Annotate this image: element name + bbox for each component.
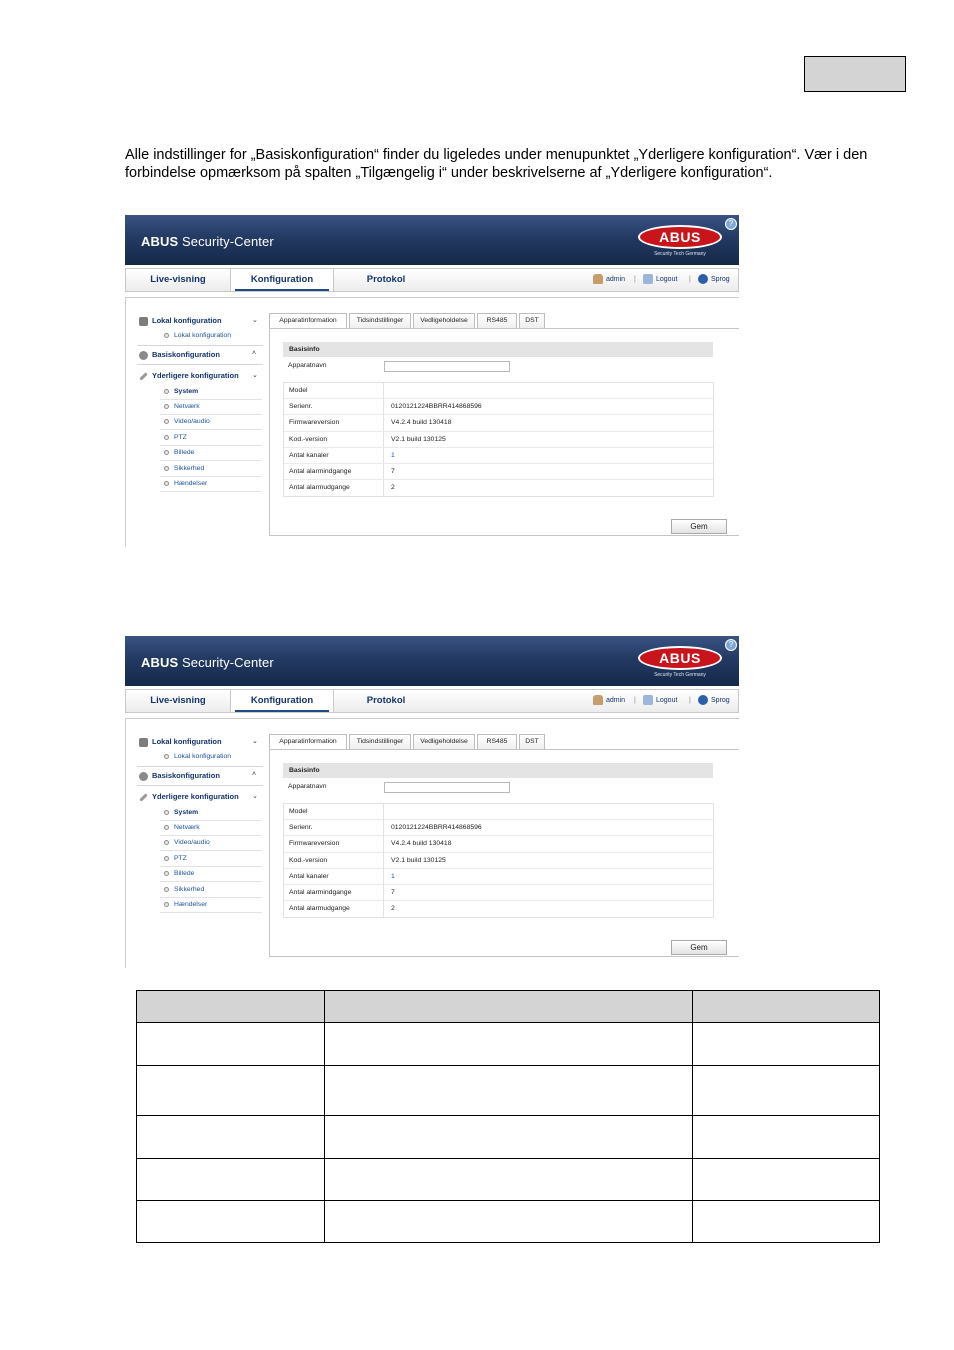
sidebar-item-system[interactable]: System xyxy=(174,388,199,395)
nav-separator: | xyxy=(634,697,636,704)
sidebar-item-network[interactable]: Netværk xyxy=(174,824,200,831)
sidebar-item-events[interactable]: Hændelser xyxy=(174,901,208,908)
gear-icon xyxy=(139,772,148,781)
bullet-icon xyxy=(164,333,169,338)
sidebar-advanced-label: Yderligere konfiguration xyxy=(152,792,239,801)
table-row xyxy=(284,383,713,399)
table-cell xyxy=(137,1023,325,1066)
sidebar-item-image[interactable]: Billede xyxy=(174,870,195,877)
sidebar-item-basic-config[interactable] xyxy=(139,350,220,360)
help-icon[interactable]: ? xyxy=(725,639,737,651)
device-name-label: Apparatnavn xyxy=(288,362,327,369)
nav-separator: | xyxy=(634,276,636,283)
row-value: 2 xyxy=(391,905,395,913)
table-header-cell xyxy=(137,991,325,1023)
divider xyxy=(160,414,262,415)
row-value: V4.2.4 build 130418 xyxy=(391,840,452,848)
sidebar-item-local-sub[interactable]: Lokal konfiguration xyxy=(174,753,232,760)
table-row xyxy=(284,415,713,431)
wrench-icon xyxy=(139,372,147,380)
divider xyxy=(137,345,263,346)
admin-label: admin xyxy=(606,697,626,704)
tab-protocol[interactable]: Protokol xyxy=(366,274,406,285)
page-header-box xyxy=(804,56,906,92)
row-value: 1 xyxy=(391,872,395,880)
divider xyxy=(160,399,262,400)
nav-separator: | xyxy=(689,276,691,283)
row-value: 0120121224BBRR414868596 xyxy=(391,403,482,411)
table-header-row xyxy=(137,991,880,1023)
user-admin[interactable] xyxy=(593,690,625,712)
table-row xyxy=(284,885,713,901)
bullet-icon xyxy=(164,754,169,759)
sidebar-basic-label: Basiskonfiguration xyxy=(152,771,220,780)
table-cell xyxy=(324,1116,693,1159)
table-row xyxy=(284,901,713,917)
chevron-down-icon[interactable]: ⌄ xyxy=(252,317,258,324)
chevron-down-icon[interactable]: ⌄ xyxy=(252,372,258,379)
language-label: Sprog xyxy=(711,276,730,283)
row-key: Firmwareversion xyxy=(289,419,340,427)
divider xyxy=(160,897,262,898)
table-row xyxy=(137,1201,880,1243)
tab-maintenance[interactable]: Vedligeholdelse xyxy=(413,734,475,749)
table-cell xyxy=(137,1159,325,1201)
tab-dst[interactable]: DST xyxy=(519,313,545,328)
divider xyxy=(160,820,262,821)
row-value: 2 xyxy=(391,484,395,492)
sidebar-local-label: Lokal konfiguration xyxy=(152,316,222,325)
security-center-screenshot-2 xyxy=(125,636,739,968)
chevron-down-icon[interactable]: ⌄ xyxy=(252,793,258,800)
app-title xyxy=(141,234,274,249)
device-info-table xyxy=(283,803,714,918)
help-icon[interactable]: ? xyxy=(725,218,737,230)
user-icon xyxy=(593,274,603,284)
bullet-icon xyxy=(164,404,169,409)
bullet-icon xyxy=(164,887,169,892)
sidebar-item-local-sub[interactable]: Lokal konfiguration xyxy=(174,332,232,339)
table-row xyxy=(137,1116,880,1159)
tab-configuration[interactable]: Konfiguration xyxy=(230,269,334,291)
section-basic-info: Basisinfo xyxy=(283,763,713,778)
table-cell xyxy=(693,1159,880,1201)
admin-label: admin xyxy=(606,276,626,283)
tab-live-view[interactable]: Live-visning xyxy=(150,695,206,706)
intro-paragraph: Alle indstillinger for „Basiskonfiguration“ finder du ligeledes under menupunktet „Yderligere konfiguration“. Vær i den forbindelse opmærksom på spalten „Tilgængelig i“ under beskrivelserne af „Yderligere konfiguration“. xyxy=(125,147,868,181)
device-info-panel xyxy=(269,328,739,536)
row-value: 0120121224BBRR414868596 xyxy=(391,824,482,832)
divider xyxy=(160,491,262,492)
logout-label: Logout xyxy=(656,697,678,704)
chevron-down-icon[interactable]: ⌄ xyxy=(252,738,258,745)
table-row xyxy=(284,448,713,464)
language-link[interactable] xyxy=(698,269,730,291)
row-key: Antal alarmudgange xyxy=(289,484,350,492)
bullet-icon xyxy=(164,419,169,424)
table-cell xyxy=(137,1201,325,1243)
table-cell xyxy=(324,1159,693,1201)
security-center-screenshot-1 xyxy=(125,215,739,547)
table-cell xyxy=(324,1201,693,1243)
bullet-icon xyxy=(164,450,169,455)
chevron-up-icon[interactable]: ˄ xyxy=(252,350,257,357)
bullet-icon xyxy=(164,389,169,394)
divider xyxy=(160,881,262,882)
row-key: Model xyxy=(289,808,308,815)
logout-link[interactable] xyxy=(643,269,677,291)
config-body xyxy=(125,718,739,968)
tab-rs485[interactable]: RS485 xyxy=(477,313,517,328)
globe-icon xyxy=(698,695,708,705)
row-key: Kod.-version xyxy=(289,435,328,443)
abus-logo: ABUS xyxy=(638,225,722,249)
save-button[interactable]: Gem xyxy=(671,519,727,534)
divider xyxy=(160,476,262,477)
tab-time-settings[interactable]: Tidsindstillinger xyxy=(349,734,411,749)
app-header xyxy=(125,636,739,686)
monitor-icon xyxy=(139,738,148,747)
brand-rest: Security-Center xyxy=(181,655,274,670)
row-key: Serienr. xyxy=(289,824,313,832)
bullet-icon xyxy=(164,856,169,861)
app-header xyxy=(125,215,739,265)
device-info-panel xyxy=(269,749,739,957)
sidebar-item-local-config[interactable] xyxy=(139,316,222,326)
row-key: Antal alarmudgange xyxy=(289,905,350,913)
language-label: Sprog xyxy=(711,697,730,704)
sidebar-item-ptz[interactable]: PTZ xyxy=(174,434,187,441)
tab-time-settings[interactable]: Tidsindstillinger xyxy=(349,313,411,328)
bullet-icon xyxy=(164,435,169,440)
tab-device-info[interactable]: Apparatinformation xyxy=(269,313,347,329)
bullet-icon xyxy=(164,840,169,845)
sidebar-item-events[interactable]: Hændelser xyxy=(174,480,208,487)
section-basic-info: Basisinfo xyxy=(283,342,713,357)
logout-icon xyxy=(643,274,653,284)
logout-link[interactable] xyxy=(643,690,677,712)
brand-bold: ABUS xyxy=(141,234,179,249)
device-name-input[interactable] xyxy=(384,782,510,793)
sidebar-basic-label: Basiskonfiguration xyxy=(152,350,220,359)
monitor-icon xyxy=(139,317,148,326)
table-row xyxy=(284,853,713,869)
table-cell xyxy=(324,1066,693,1116)
row-value: V4.2.4 build 130418 xyxy=(391,419,452,427)
table-cell xyxy=(693,1116,880,1159)
tab-configuration[interactable]: Konfiguration xyxy=(230,690,334,712)
sidebar-item-ptz[interactable]: PTZ xyxy=(174,855,187,862)
divider xyxy=(137,766,263,767)
brand-bold: ABUS xyxy=(141,655,179,670)
abus-tagline: Security Tech Germany xyxy=(654,672,706,678)
abus-logo: ABUS xyxy=(638,646,722,670)
divider xyxy=(160,429,262,430)
device-name-input[interactable] xyxy=(384,361,510,372)
divider xyxy=(160,445,262,446)
divider xyxy=(137,785,263,786)
logout-label: Logout xyxy=(656,276,678,283)
row-key: Kod.-version xyxy=(289,856,328,864)
table-row xyxy=(137,1066,880,1116)
bullet-icon xyxy=(164,481,169,486)
config-body xyxy=(125,297,739,547)
table-cell xyxy=(693,1201,880,1243)
table-row xyxy=(284,869,713,885)
row-key: Antal kanaler xyxy=(289,872,329,880)
bullet-icon xyxy=(164,810,169,815)
table-row xyxy=(284,399,713,415)
bullet-icon xyxy=(164,825,169,830)
row-value: 1 xyxy=(391,451,395,459)
table-row xyxy=(137,1023,880,1066)
row-key: Serienr. xyxy=(289,403,313,411)
save-button[interactable]: Gem xyxy=(671,940,727,955)
row-key: Antal kanaler xyxy=(289,451,329,459)
settings-description-table xyxy=(136,990,880,1243)
bullet-icon xyxy=(164,871,169,876)
sidebar-item-network[interactable]: Netværk xyxy=(174,403,200,410)
row-value: V2.1 build 130125 xyxy=(391,435,446,443)
table-row xyxy=(137,1159,880,1201)
tab-rs485[interactable]: RS485 xyxy=(477,734,517,749)
row-value: V2.1 build 130125 xyxy=(391,856,446,864)
table-header-cell xyxy=(324,991,693,1023)
divider xyxy=(160,835,262,836)
nav-separator: | xyxy=(689,697,691,704)
table-row xyxy=(284,804,713,820)
user-icon xyxy=(593,695,603,705)
table-header-cell xyxy=(693,991,880,1023)
language-link[interactable] xyxy=(698,690,730,712)
table-row xyxy=(284,480,713,496)
sidebar-item-video-audio[interactable]: Video/audio xyxy=(174,418,210,425)
sidebar-item-basic-config[interactable] xyxy=(139,771,220,781)
row-value: 7 xyxy=(391,467,395,475)
app-title xyxy=(141,655,274,670)
row-key: Antal alarmindgange xyxy=(289,888,352,896)
row-key: Firmwareversion xyxy=(289,840,340,848)
row-key: Model xyxy=(289,387,308,394)
table-cell xyxy=(324,1023,693,1066)
tab-protocol[interactable]: Protokol xyxy=(366,695,406,706)
sidebar-item-advanced-config[interactable] xyxy=(139,792,239,802)
table-row xyxy=(284,464,713,480)
abus-tagline: Security Tech Germany xyxy=(654,251,706,257)
divider xyxy=(160,460,262,461)
tab-maintenance[interactable]: Vedligeholdelse xyxy=(413,313,475,328)
sidebar-item-security[interactable]: Sikkerhed xyxy=(174,465,205,472)
table-row xyxy=(284,432,713,448)
bullet-icon xyxy=(164,466,169,471)
table-cell xyxy=(137,1116,325,1159)
table-row xyxy=(284,820,713,836)
tab-live-view[interactable]: Live-visning xyxy=(150,274,206,285)
brand-rest: Security-Center xyxy=(181,234,274,249)
device-info-table xyxy=(283,382,714,497)
table-cell xyxy=(693,1066,880,1116)
sidebar-item-image[interactable]: Billede xyxy=(174,449,195,456)
sidebar-item-local-config[interactable] xyxy=(139,737,222,747)
globe-icon xyxy=(698,274,708,284)
sidebar-item-video-audio[interactable]: Video/audio xyxy=(174,839,210,846)
sidebar-item-advanced-config[interactable] xyxy=(139,371,239,381)
sidebar-advanced-label: Yderligere konfiguration xyxy=(152,371,239,380)
bullet-icon xyxy=(164,902,169,907)
table-cell xyxy=(137,1066,325,1116)
sidebar-item-security[interactable]: Sikkerhed xyxy=(174,886,205,893)
divider xyxy=(160,912,262,913)
sidebar-item-system[interactable]: System xyxy=(174,809,199,816)
main-nav xyxy=(125,689,739,713)
logout-icon xyxy=(643,695,653,705)
divider xyxy=(160,866,262,867)
gear-icon xyxy=(139,351,148,360)
wrench-icon xyxy=(139,793,147,801)
table-cell xyxy=(693,1023,880,1066)
device-name-label: Apparatnavn xyxy=(288,783,327,790)
divider xyxy=(160,850,262,851)
main-nav xyxy=(125,268,739,292)
tab-device-info[interactable]: Apparatinformation xyxy=(269,734,347,750)
divider xyxy=(137,364,263,365)
user-admin[interactable] xyxy=(593,269,625,291)
tab-dst[interactable]: DST xyxy=(519,734,545,749)
row-key: Antal alarmindgange xyxy=(289,467,352,475)
table-row xyxy=(284,836,713,852)
chevron-up-icon[interactable]: ˄ xyxy=(252,771,257,778)
row-value: 7 xyxy=(391,888,395,896)
sidebar-local-label: Lokal konfiguration xyxy=(152,737,222,746)
